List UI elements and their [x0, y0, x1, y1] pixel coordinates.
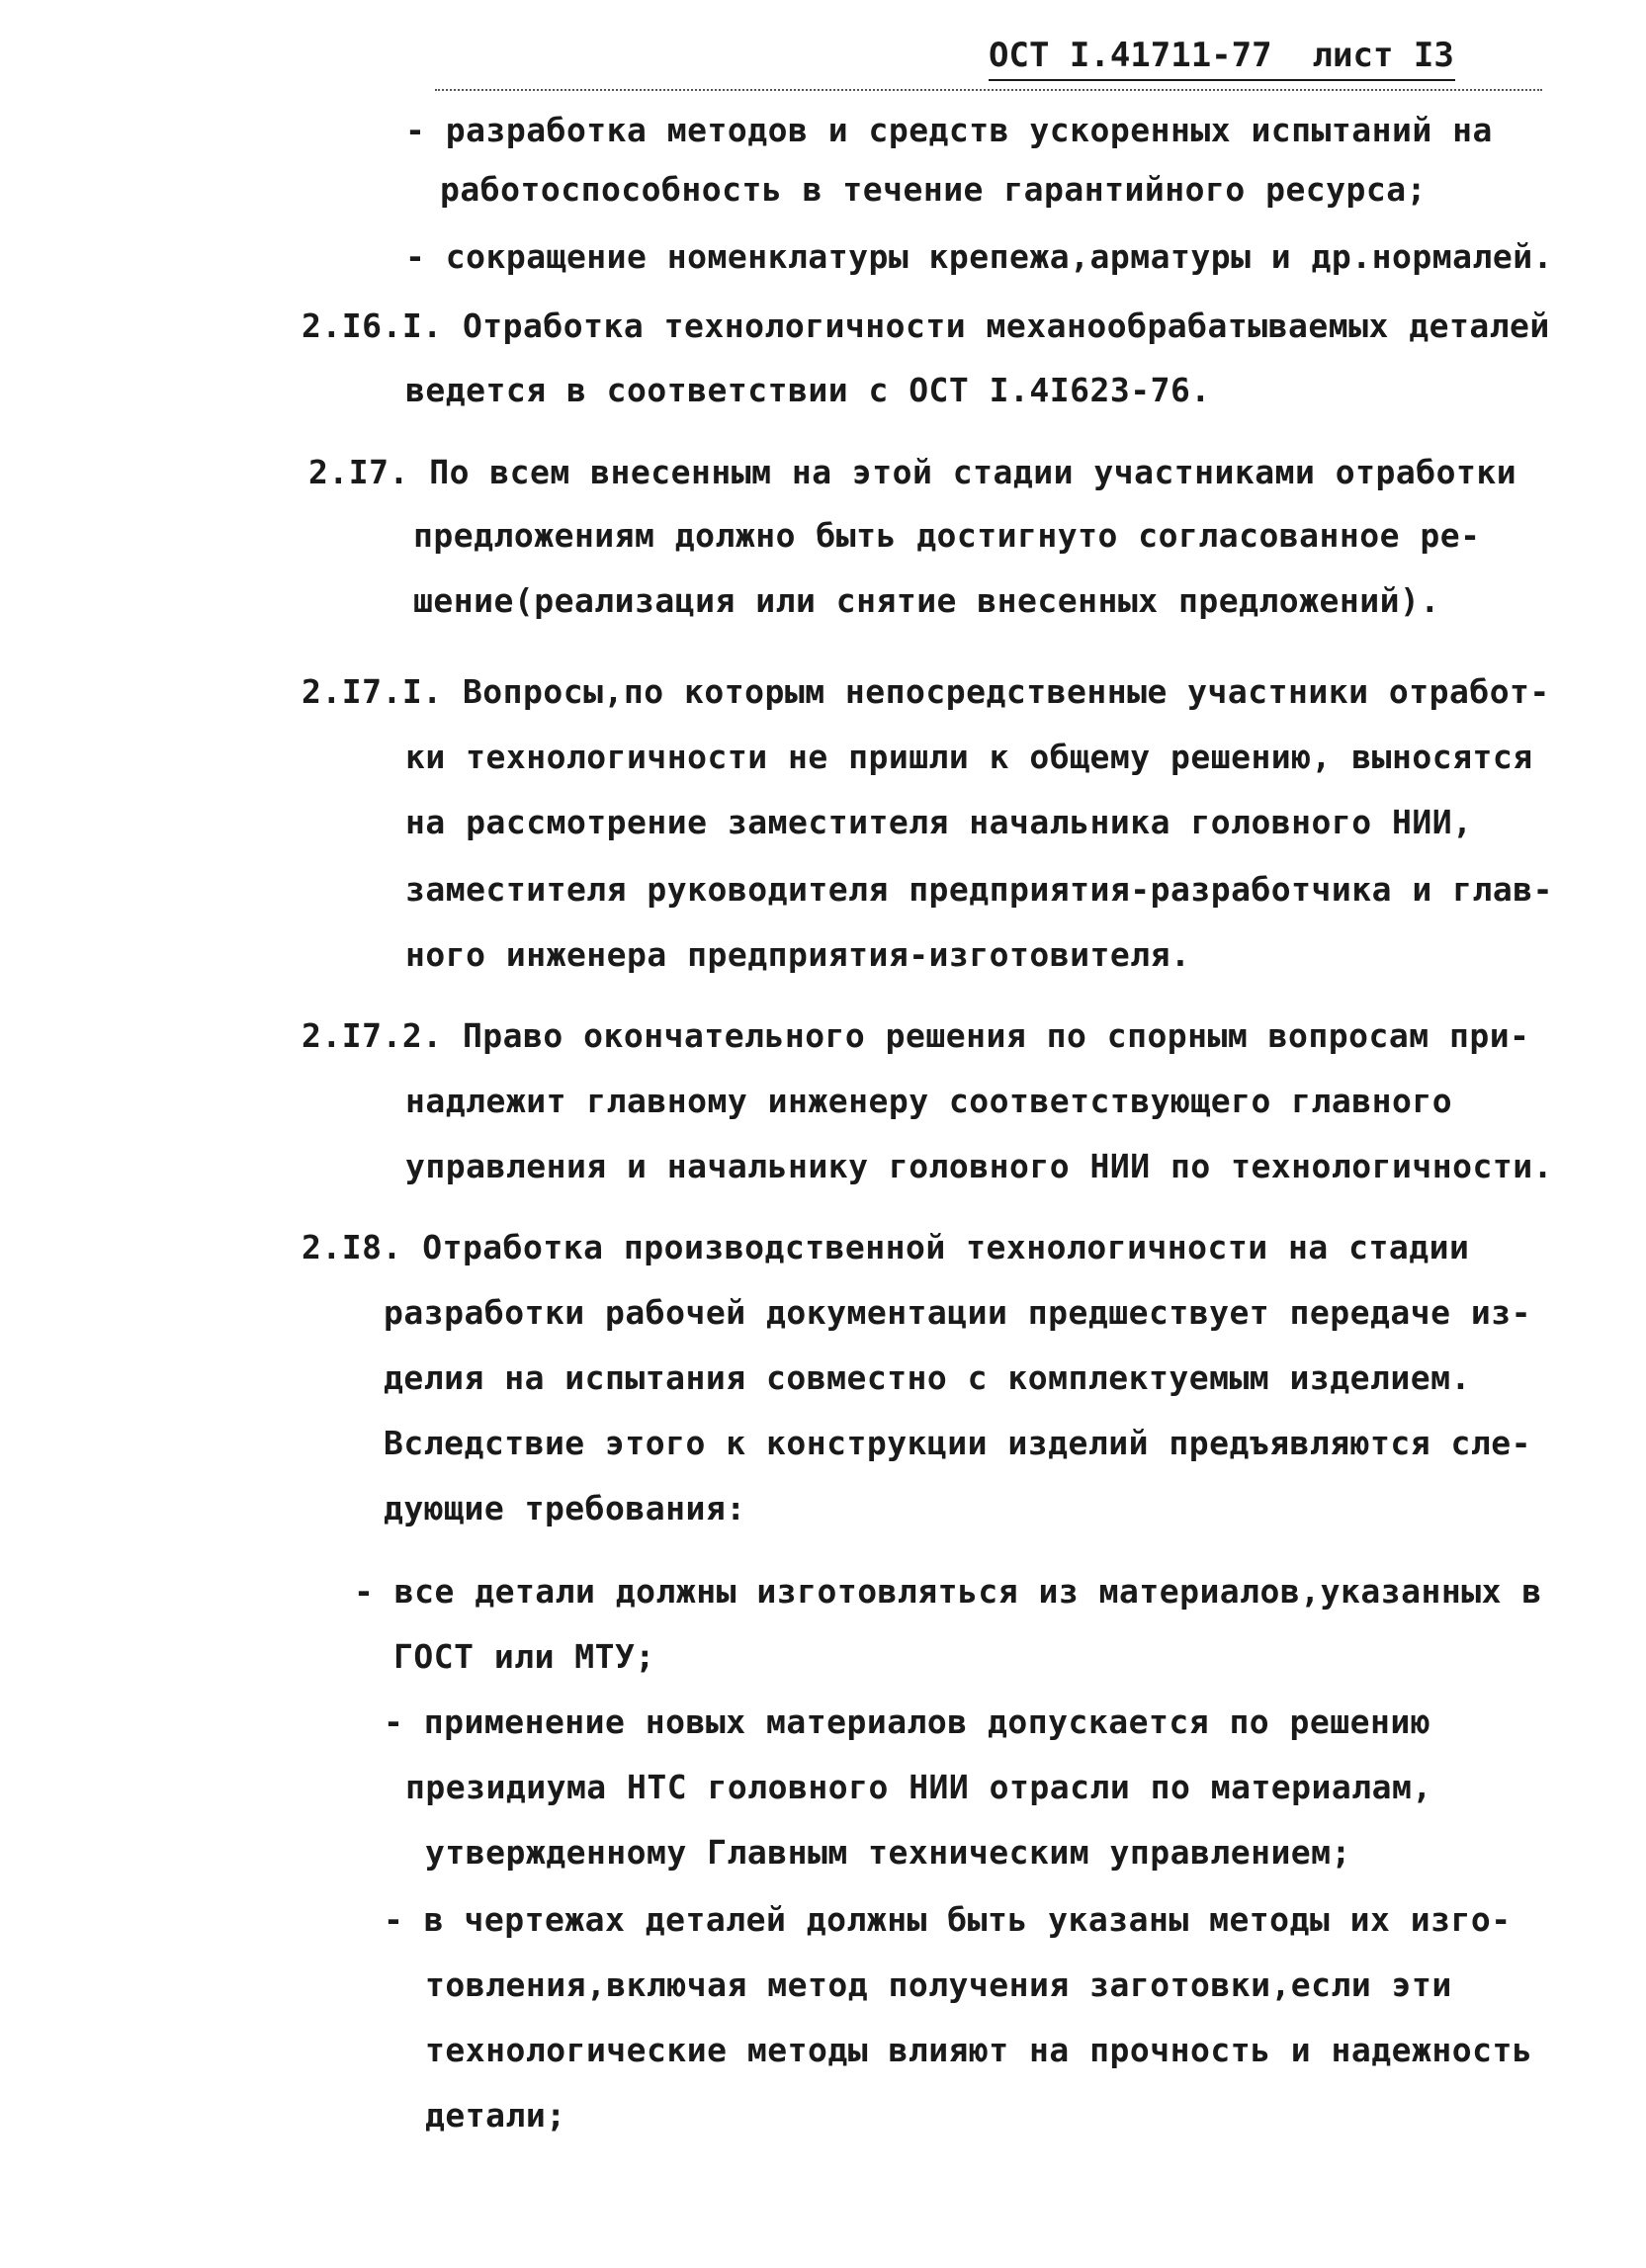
- text-line: ведется в соответствии с ОСТ I.4I623-76.: [405, 371, 1211, 409]
- text-line: ГОСТ или МТУ;: [393, 1637, 655, 1676]
- text-line: ки технологичности не пришли к общему решению, выносятся: [405, 738, 1533, 776]
- text-line: - применение новых материалов допускается по решению: [384, 1702, 1431, 1741]
- text-line: ного инженера предприятия-изготовителя.: [405, 935, 1191, 974]
- text-line: дующие требования:: [384, 1489, 746, 1527]
- text-line: 2.I6.I. Отработка технологичности механообрабатываемых деталей: [302, 306, 1550, 345]
- text-line: товления,включая метод получения заготовки,если эти: [425, 1965, 1452, 2004]
- text-line: работоспособность в течение гарантийного ресурса;: [440, 170, 1428, 209]
- text-line: на рассмотрение заместителя начальника головного НИИ,: [405, 803, 1473, 841]
- text-line: утвержденному Главным техническим управлением;: [425, 1833, 1351, 1872]
- text-line: - сокращение номенклатуры крепежа,арматуры и др.нормалей.: [405, 237, 1553, 276]
- text-line: заместителя руководителя предприятия-разработчика и глав-: [405, 870, 1553, 909]
- sheet-label: лист: [1312, 36, 1394, 75]
- text-line: делия на испытания совместно с комплектуемым изделием.: [384, 1358, 1471, 1397]
- header-dotted-rule: [435, 89, 1542, 91]
- header-underline: [989, 79, 1455, 81]
- text-line: детали;: [425, 2096, 566, 2135]
- text-line: президиума НТС головного НИИ отрасли по материалам,: [405, 1768, 1432, 1806]
- text-line: предложениям должно быть достигнуто согласованное ре-: [413, 516, 1481, 555]
- text-line: технологические методы влияют на прочность и надежность: [425, 2031, 1533, 2069]
- text-line: 2.I7. По всем внесенным на этой стадии участниками отработки: [308, 453, 1517, 491]
- sheet-number: I3: [1413, 36, 1454, 75]
- text-line: разработки рабочей документации предшествует передаче из-: [384, 1293, 1531, 1332]
- text-line: Вследствие этого к конструкции изделий предъявляются сле-: [384, 1424, 1531, 1462]
- text-line: 2.I8. Отработка производственной технологичности на стадии: [302, 1228, 1470, 1266]
- text-line: - все детали должны изготовляться из материалов,указанных в: [354, 1572, 1542, 1611]
- text-line: шение(реализация или снятие внесенных предложений).: [413, 581, 1440, 620]
- text-line: надлежит главному инженеру соответствующего главного: [405, 1082, 1453, 1120]
- text-line: управления и начальнику головного НИИ по технологичности.: [405, 1147, 1553, 1185]
- text-line: - в чертежах деталей должны быть указаны методы их изго-: [384, 1900, 1512, 1939]
- text-line: 2.I7.2. Право окончательного решения по спорным вопросам при-: [302, 1016, 1530, 1055]
- text-line: - разработка методов и средств ускоренных испытаний на: [405, 111, 1493, 149]
- page-header: [989, 36, 1454, 75]
- doc-code: ОСТ I.41711-77: [989, 36, 1272, 75]
- text-line: 2.I7.I. Вопросы,по которым непосредственные участники отработ-: [302, 672, 1550, 711]
